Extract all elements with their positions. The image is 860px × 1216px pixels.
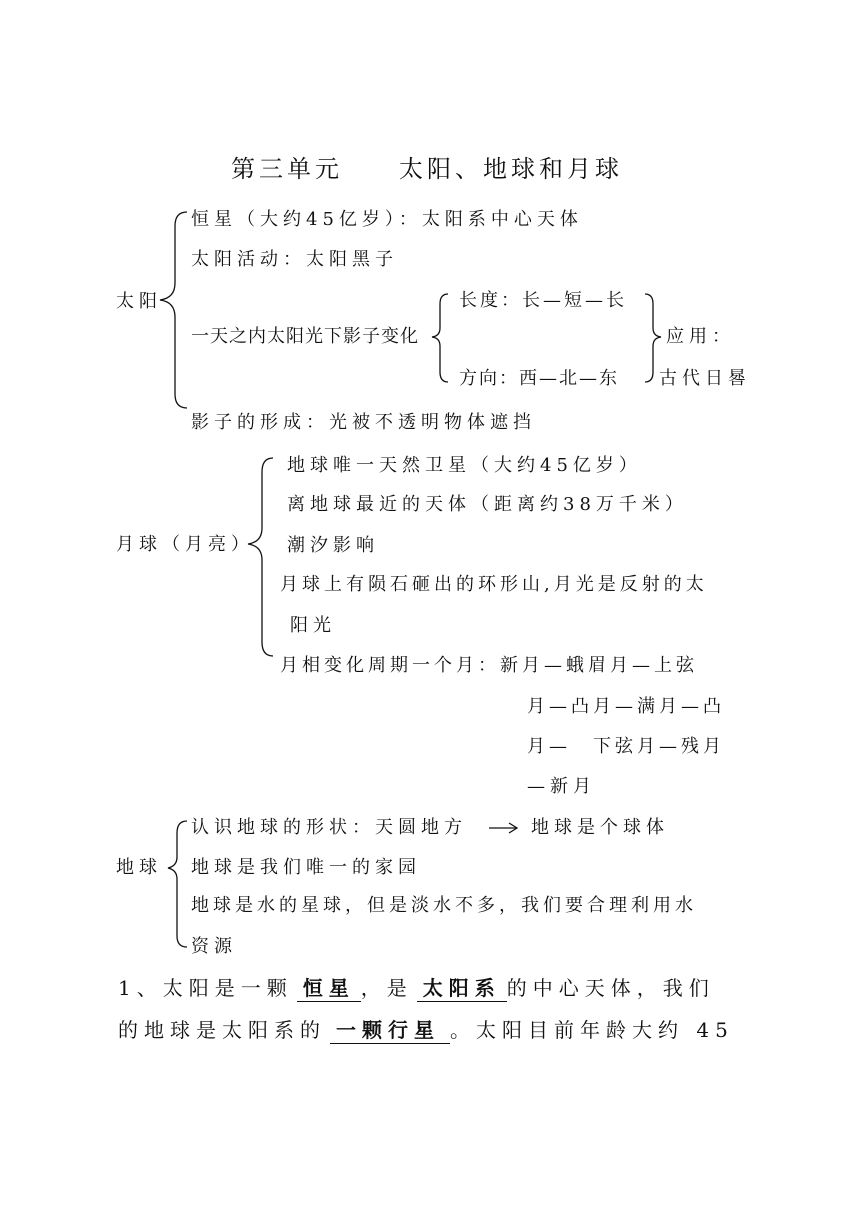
earth-item: 地球是水的星球，但是淡水不多，我们要合理利用水 <box>191 895 697 916</box>
earth-item: 认识地球的形状：天圆地方 <box>191 817 467 838</box>
shadow-direction: 方向：西—北—东 <box>459 368 619 389</box>
sun-item: 一天之内太阳光下影子变化 <box>191 326 419 347</box>
sun-label: 太阳 <box>116 291 162 312</box>
shadow-length: 长度：长—短—长 <box>459 290 627 311</box>
sun-item: 太阳活动：太阳黑子 <box>191 249 398 270</box>
question-text: 1、太阳是一颗 <box>118 976 293 1000</box>
sun-item: 影子的形成：光被不透明物体遮挡 <box>191 412 536 433</box>
shadow-use-label: 应用： <box>666 326 735 347</box>
earth-item: 地球是我们唯一的家园 <box>191 857 421 878</box>
question-text: ，是 <box>360 976 413 1000</box>
question-text: 的中心天体，我们 <box>506 976 715 1000</box>
earth-label: 地球 <box>116 857 162 878</box>
moon-item: 离地球最近的天体（距离约38万千米） <box>287 494 688 515</box>
shadow-brace <box>432 294 448 382</box>
answer-blank: 恒星 <box>297 975 361 1002</box>
earth-item: 地球是个球体 <box>531 817 669 838</box>
moon-item: 月— 下弦月—残月 <box>527 736 725 757</box>
question-line-2 <box>118 1017 734 1044</box>
answer-blank: 太阳系 <box>417 975 507 1002</box>
moon-item: 月球上有陨石砸出的环形山,月光是反射的太 <box>280 574 708 595</box>
shadow-use-value: 古代日晷 <box>659 368 751 389</box>
moon-item: 地球唯一天然卫星（大约45亿岁） <box>287 455 642 476</box>
moon-brace <box>248 458 273 656</box>
moon-item: 月相变化周期一个月：新月—蛾眉月—上弦 <box>280 655 698 676</box>
earth-brace <box>168 821 187 947</box>
page-title: 第三单元 太阳、地球和月球 <box>231 155 623 183</box>
moon-item: 月—凸月—满月—凸 <box>527 696 725 717</box>
question-text: 的地球是太阳系的 <box>118 1018 326 1042</box>
question-text: 。太阳目前年龄大约 45 <box>450 1018 734 1042</box>
sun-item: 恒星（大约45亿岁）：太阳系中心天体 <box>191 209 583 230</box>
question-line-1 <box>118 975 715 1002</box>
earth-item: 资源 <box>191 936 237 957</box>
moon-item: 潮汐影响 <box>287 535 379 556</box>
moon-item: 阳光 <box>290 615 336 636</box>
moon-label: 月球（月亮） <box>116 534 254 555</box>
answer-blank: 一颗行星 <box>330 1017 450 1044</box>
sun-brace <box>160 212 187 408</box>
moon-item: —新月 <box>527 776 596 797</box>
